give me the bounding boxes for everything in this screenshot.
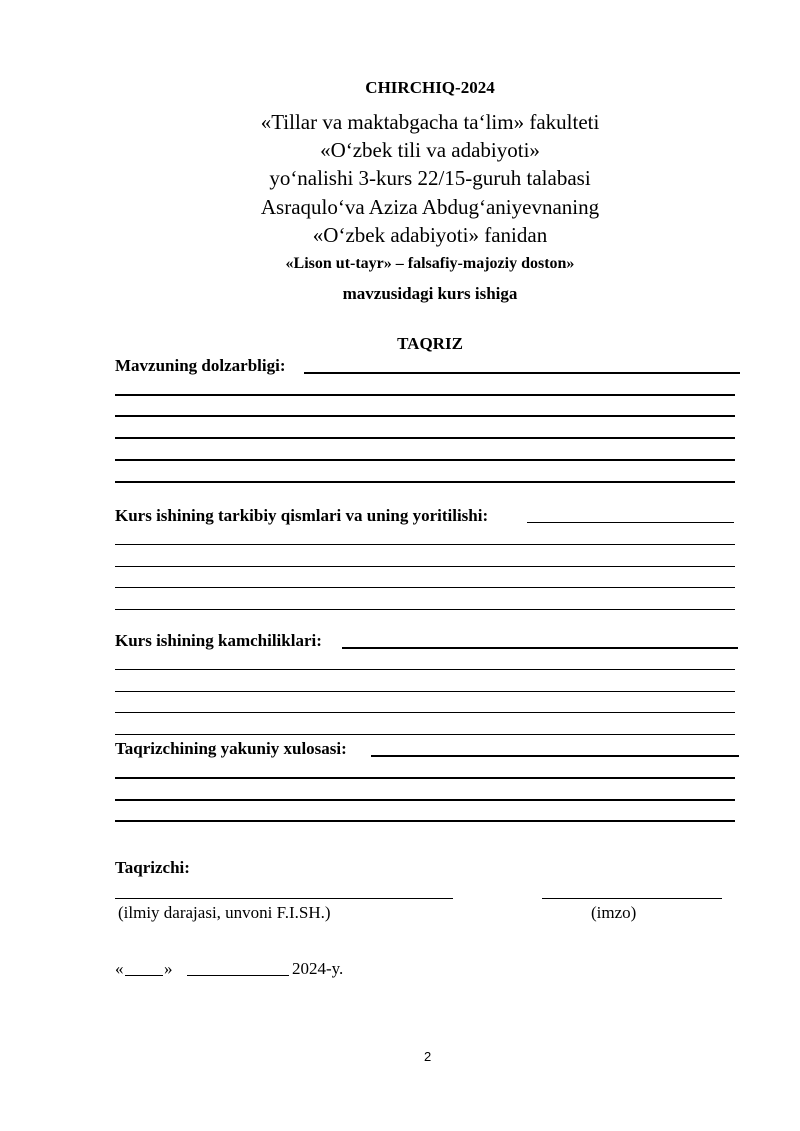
relevance-line[interactable] [115, 437, 735, 439]
relevance-field-line[interactable] [304, 372, 740, 374]
reviewer-label: Taqrizchi: [115, 858, 190, 877]
shortcomings-line[interactable] [115, 669, 735, 670]
conclusion-line[interactable] [115, 799, 735, 801]
relevance-label: Mavzuning dolzarbligi: [115, 356, 286, 375]
document-title: TAQRIZ [397, 334, 463, 353]
shortcomings-line[interactable] [115, 734, 735, 735]
conclusion-field-line[interactable] [371, 755, 739, 757]
group-line: yo‘nalishi 3-kurs 22/15-guruh talabasi [269, 166, 591, 190]
city-year: CHIRCHIQ-2024 [365, 78, 495, 97]
conclusion-line[interactable] [115, 777, 735, 779]
date-year: 2024-y. [292, 959, 344, 978]
structure-field-line[interactable] [527, 522, 734, 523]
topic-suffix: mavzusidagi kurs ishiga [342, 284, 518, 303]
structure-line[interactable] [115, 544, 735, 545]
topic-line: «Lison ut-tayr» – falsafiy-majoziy doston» [285, 255, 575, 272]
page-number: 2 [424, 1049, 432, 1064]
date-close-quote: » [164, 959, 173, 978]
date-day-line[interactable] [125, 975, 163, 976]
structure-line[interactable] [115, 566, 735, 567]
structure-label: Kurs ishining tarkibiy qismlari va uning yoritilishi: [115, 506, 489, 525]
shortcomings-line[interactable] [115, 712, 735, 713]
signature-caption: (imzo) [591, 903, 637, 922]
shortcomings-line[interactable] [115, 691, 735, 692]
relevance-line[interactable] [115, 459, 735, 461]
signature-line[interactable] [542, 898, 722, 899]
structure-line[interactable] [115, 587, 735, 588]
conclusion-label: Taqrizchining yakuniy xulosasi: [115, 739, 347, 758]
shortcomings-field-line[interactable] [342, 647, 738, 649]
date-open-quote: « [115, 959, 124, 978]
student-name: Asraqulo‘va Aziza Abdug‘aniyevnaning [260, 195, 600, 219]
date-month-line[interactable] [187, 975, 289, 976]
relevance-line[interactable] [115, 481, 735, 483]
conclusion-line[interactable] [115, 820, 735, 822]
relevance-line[interactable] [115, 415, 735, 417]
department-line: «O‘zbek tili va adabiyoti» [320, 138, 540, 162]
shortcomings-label: Kurs ishining kamchiliklari: [115, 631, 322, 650]
reviewer-name-line[interactable] [115, 898, 453, 899]
subject-line: «O‘zbek adabiyoti» fanidan [312, 223, 548, 247]
faculty-line: «Tillar va maktabgacha ta‘lim» fakulteti [260, 110, 600, 134]
reviewer-name-caption: (ilmiy darajasi, unvoni F.I.SH.) [118, 903, 331, 922]
structure-line[interactable] [115, 609, 735, 610]
relevance-line[interactable] [115, 394, 735, 396]
